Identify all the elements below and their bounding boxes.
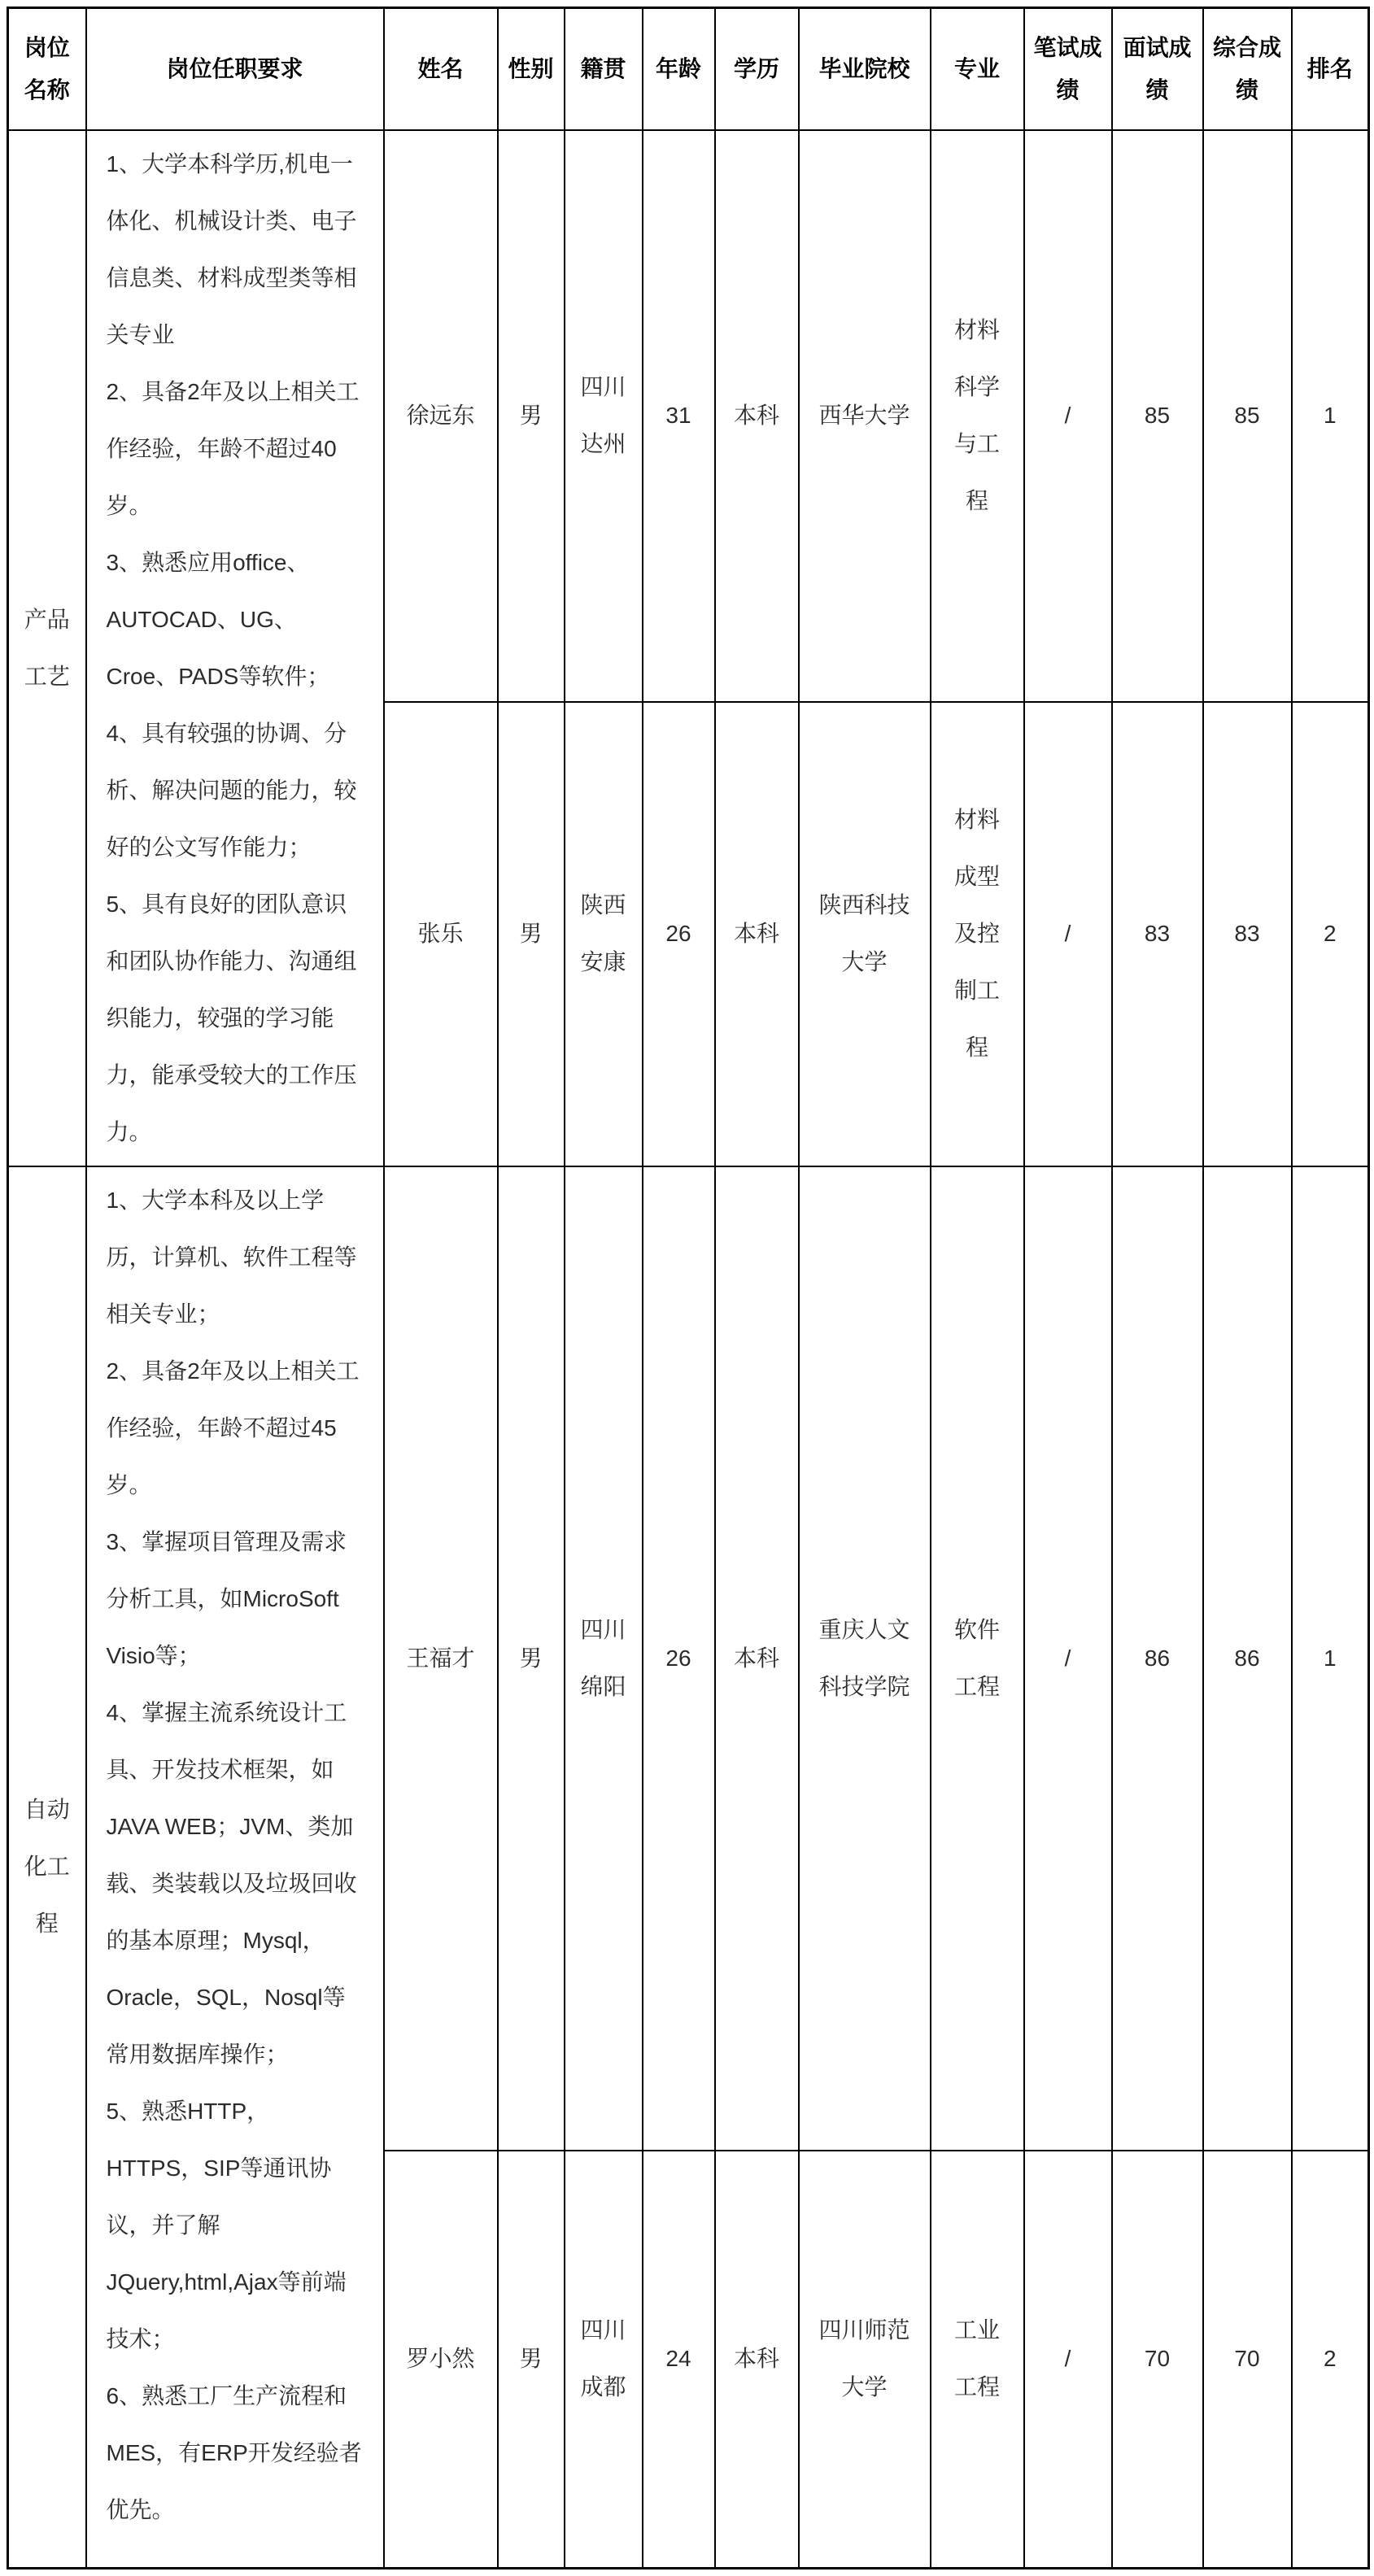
interview-score-cell: 83: [1112, 702, 1203, 1166]
school-cell: 四川师范大学: [799, 2151, 931, 2569]
table-row: [8, 130, 1369, 702]
school-cell: 陕西科技大学: [799, 702, 931, 1166]
candidate-name-cell: 王福才: [384, 1166, 498, 2151]
hometown-cell: 四川绵阳: [565, 1166, 643, 2151]
requirement-item: 3、熟悉应用office、AUTOCAD、UG、Croe、PADS等软件；: [106, 549, 330, 689]
position-name-cell: 产品工艺: [8, 130, 86, 1166]
gender-cell: 男: [498, 130, 565, 702]
header-name: 姓名: [384, 8, 498, 130]
requirement-item: 1、大学本科学历,机电一体化、机械设计类、电子信息类、材料成型类等相关专业: [106, 150, 357, 347]
major-cell: 工业工程: [931, 2151, 1024, 2569]
written-score-cell: /: [1024, 1166, 1112, 2151]
header-rank: 排名: [1292, 8, 1369, 130]
rank-cell: 1: [1292, 130, 1369, 702]
overall-score-cell: 85: [1203, 130, 1292, 702]
header-requirements: 岗位任职要求: [86, 8, 384, 130]
header-overall-score: 综合成绩: [1203, 8, 1292, 130]
hometown-cell: 陕西安康: [565, 702, 643, 1166]
education-cell: 本科: [715, 1166, 799, 2151]
written-score-cell: /: [1024, 130, 1112, 702]
position-name-cell: 自动化工程: [8, 1166, 86, 2569]
header-hometown: 籍贯: [565, 8, 643, 130]
requirements-cell: [86, 1166, 384, 2569]
major-cell: 材料成型及控制工程: [931, 702, 1024, 1166]
requirements-cell: [86, 130, 384, 1166]
header-row: [8, 8, 1369, 130]
overall-score-cell: 70: [1203, 2151, 1292, 2569]
requirement-item: 2、具备2年及以上相关工作经验，年龄不超过45岁。: [106, 1358, 360, 1497]
hometown-cell: 四川达州: [565, 130, 643, 702]
candidate-name-cell: 徐远东: [384, 130, 498, 702]
education-cell: 本科: [715, 130, 799, 702]
education-cell: 本科: [715, 2151, 799, 2569]
gender-cell: 男: [498, 702, 565, 1166]
recruitment-results-table: [7, 7, 1370, 2569]
requirement-item: 4、具有较强的协调、分析、解决问题的能力，较好的公文写作能力；: [106, 720, 357, 860]
header-gender: 性别: [498, 8, 565, 130]
requirement-item: 1、大学本科及以上学历，计算机、软件工程等相关专业；: [106, 1187, 357, 1327]
table-row: [8, 1166, 1369, 2151]
rank-cell: 1: [1292, 1166, 1369, 2151]
major-cell: 软件工程: [931, 1166, 1024, 2151]
overall-score-cell: 86: [1203, 1166, 1292, 2151]
school-cell: 重庆人文科技学院: [799, 1166, 931, 2151]
requirement-item: 3、掌握项目管理及需求分析工具，如MicroSoft Visio等；: [106, 1528, 347, 1668]
written-score-cell: /: [1024, 2151, 1112, 2569]
age-cell: 31: [643, 130, 715, 702]
education-cell: 本科: [715, 702, 799, 1166]
candidate-name-cell: 张乐: [384, 702, 498, 1166]
interview-score-cell: 86: [1112, 1166, 1203, 2151]
requirement-item: 5、具有良好的团队意识和团队协作能力、沟通组织能力，较强的学习能力，能承受较大的工作压力。: [106, 891, 357, 1144]
overall-score-cell: 83: [1203, 702, 1292, 1166]
header-age: 年龄: [643, 8, 715, 130]
gender-cell: 男: [498, 1166, 565, 2151]
rank-cell: 2: [1292, 2151, 1369, 2569]
major-cell: 材料科学与工程: [931, 130, 1024, 702]
written-score-cell: /: [1024, 702, 1112, 1166]
header-major: 专业: [931, 8, 1024, 130]
requirement-item: 4、掌握主流系统设计工具、开发技术框架，如JAVA WEB；JVM、类加载、类装载以及垃圾回收的基本原理；Mysql，Oracle，SQL，Nosql等常用数据库操作；: [106, 1699, 357, 2067]
school-cell: 西华大学: [799, 130, 931, 702]
requirement-item: 6、熟悉工厂生产流程和MES，有ERP开发经验者优先。: [106, 2382, 362, 2522]
age-cell: 24: [643, 2151, 715, 2569]
candidate-name-cell: 罗小然: [384, 2151, 498, 2569]
age-cell: 26: [643, 1166, 715, 2151]
header-written-score: 笔试成绩: [1024, 8, 1112, 130]
header-education: 学历: [715, 8, 799, 130]
interview-score-cell: 85: [1112, 130, 1203, 702]
requirement-item: 5、熟悉HTTP，HTTPS，SIP等通讯协议，并了解JQuery,html,Ajax等前端技术；: [106, 2098, 347, 2352]
requirement-item: 2、具备2年及以上相关工作经验，年龄不超过40岁。: [106, 378, 360, 518]
gender-cell: 男: [498, 2151, 565, 2569]
rank-cell: 2: [1292, 702, 1369, 1166]
interview-score-cell: 70: [1112, 2151, 1203, 2569]
header-school: 毕业院校: [799, 8, 931, 130]
age-cell: 26: [643, 702, 715, 1166]
header-position-name: 岗位名称: [8, 8, 86, 130]
header-interview-score: 面试成绩: [1112, 8, 1203, 130]
hometown-cell: 四川成都: [565, 2151, 643, 2569]
